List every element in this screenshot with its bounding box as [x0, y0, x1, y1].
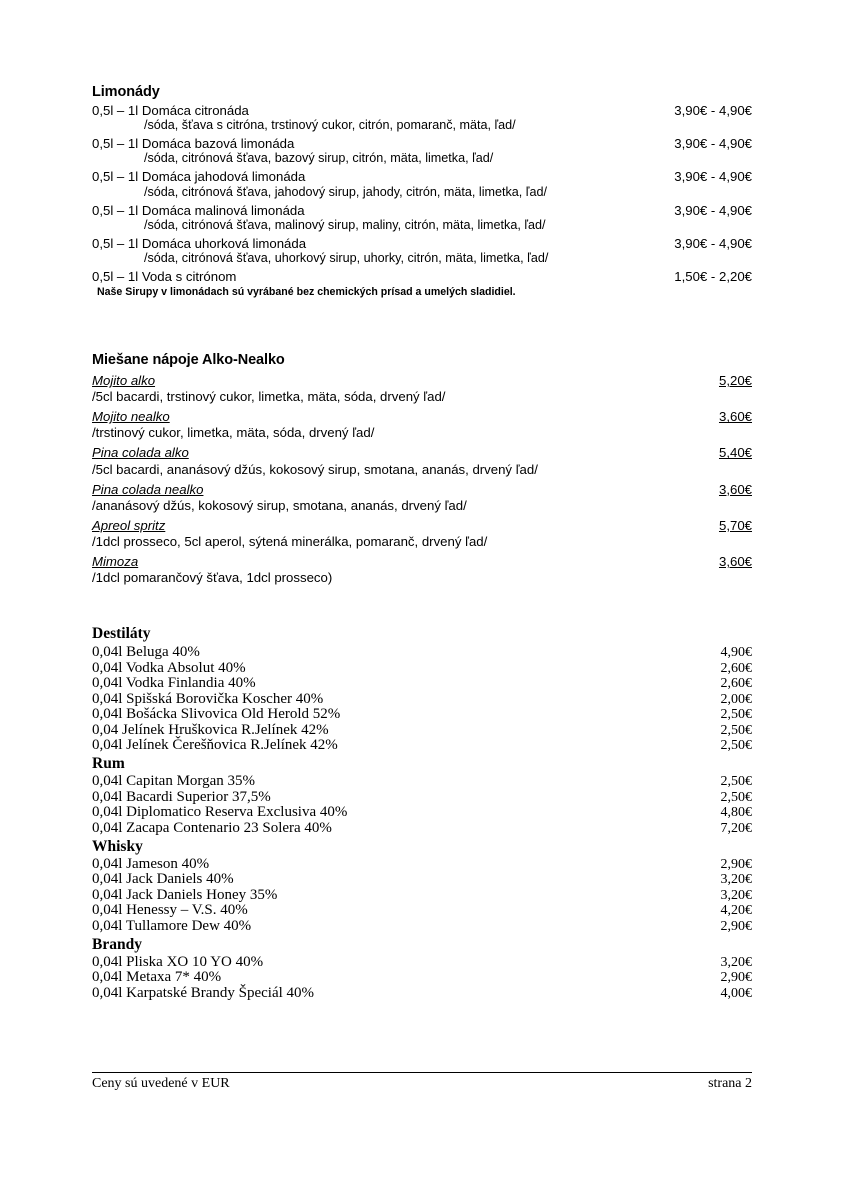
item-name: Mojito alko — [92, 373, 156, 388]
item-price: 4,80€ — [720, 805, 752, 820]
item-name: 0,5l – 1l Domáca citronáda — [92, 103, 249, 118]
item-name: 0,04l Henessy – V.S. 40% — [92, 902, 248, 918]
menu-row — [92, 104, 752, 117]
menu-row — [92, 805, 752, 820]
item-name: 0,5l – 1l Domáca bazová limonáda — [92, 136, 295, 152]
item-price: 2,90€ — [720, 856, 752, 872]
item-description: /sóda, šťava s citróna, trstinový cukor, citrón, pomaranč, mäta, ľad/ — [144, 118, 516, 133]
menu-row — [92, 872, 752, 887]
item-price: 3,90€ - 4,90€ — [674, 136, 752, 152]
item-price: 1,50€ - 2,20€ — [674, 269, 752, 285]
item-name: 0,04l Diplomatico Reserva Exclusiva 40% — [92, 804, 348, 820]
item-name: 0,04l Jack Daniels Honey 35% — [92, 886, 278, 903]
item-description: /sóda, citrónová šťava, malinový sirup, maliny, citrón, mäta, limetka, ľad/ — [144, 217, 546, 232]
item-name: Mojito nealko — [92, 409, 170, 425]
item-name: Pina colada alko — [92, 445, 189, 461]
item-name: 0,04 Jelínek Hruškovica R.Jelínek 42% — [92, 721, 329, 738]
menu-row — [92, 237, 752, 250]
item-price: 3,60€ — [718, 409, 752, 425]
item-name: Pina colada nealko — [92, 481, 204, 497]
item-name: 0,04l Bošácka Slivovica Old Herold 52% — [92, 706, 341, 722]
item-price: 2,00€ — [720, 691, 752, 707]
item-price: 3,60€ — [718, 481, 752, 497]
menu-row — [92, 986, 752, 1001]
group-brandy — [92, 936, 752, 1001]
item-description: /5cl bacardi, ananásový džús, kokosový sirup, smotana, ananás, drvený ľad/ — [92, 461, 538, 477]
menu-row — [92, 707, 752, 722]
menu-row — [92, 483, 752, 496]
item-name: 0,5l – 1l Domáca uhorková limonáda — [92, 235, 307, 251]
item-price: 2,90€ — [720, 970, 752, 985]
item-description: /ananásový džús, kokosový sirup, smotana, ananás, drvený ľad/ — [92, 497, 467, 513]
limonady-note: Naše Sirupy v limonádach sú vyrábané bez chemických prísad a umelých sladidiel. — [97, 286, 516, 299]
group-rum — [92, 755, 752, 836]
item-name: Apreol spritz — [92, 517, 166, 533]
menu-row — [92, 410, 752, 423]
item-name: 0,04l Zacapa Contenario 23 Solera 40% — [92, 819, 332, 836]
item-description: /5cl bacardi, trstinový cukor, limetka, mäta, sóda, drvený ľad/ — [92, 389, 446, 405]
menu-row — [92, 774, 752, 789]
menu-row — [92, 790, 752, 805]
item-price: 2,60€ — [720, 660, 752, 676]
item-price: 2,50€ — [720, 722, 752, 738]
menu-row — [92, 374, 752, 387]
group-title: Brandy — [92, 935, 142, 953]
item-price: 7,20€ — [720, 820, 752, 836]
currency-note: Ceny sú uvedené v EUR — [92, 1076, 230, 1091]
item-name: 0,04l Karpatské Brandy Špeciál 40% — [92, 984, 315, 1001]
item-price: 3,90€ - 4,90€ — [674, 103, 752, 118]
item-description: /sóda, citrónová šťava, bazový sirup, citrón, mäta, limetka, ľad/ — [144, 151, 494, 166]
menu-row — [92, 519, 752, 532]
item-description: /sóda, citrónová šťava, jahodový sirup, jahody, citrón, mäta, limetka, ľad/ — [144, 184, 547, 199]
item-price: 3,20€ — [720, 887, 752, 903]
item-name: 0,04l Capitan Morgan 35% — [92, 773, 256, 789]
item-description: /1dcl prosseco, 5cl aperol, sýtená minerálka, pomaranč, drvený ľad/ — [92, 534, 488, 550]
group-whisky — [92, 838, 752, 934]
page-footer — [92, 1072, 752, 1092]
item-price: 3,90€ - 4,90€ — [674, 202, 752, 218]
item-name: 0,04l Jameson 40% — [92, 855, 210, 872]
item-price: 4,90€ — [720, 645, 752, 660]
item-description: /trstinový cukor, limetka, mäta, sóda, drvený ľad/ — [92, 425, 375, 441]
menu-row — [92, 137, 752, 150]
item-price: 2,60€ — [720, 676, 752, 691]
item-name: 0,04l Beluga 40% — [92, 644, 200, 660]
item-price: 3,20€ — [720, 872, 752, 887]
item-price: 3,90€ - 4,90€ — [674, 235, 752, 251]
item-name: 0,04l Jelínek Čerešňovica R.Jelínek 42% — [92, 737, 338, 753]
item-name: 0,5l – 1l Domáca jahodová limonáda — [92, 169, 306, 185]
group-title: Rum — [92, 755, 125, 772]
item-price: 5,70€ — [718, 517, 752, 533]
footer-divider — [92, 1072, 752, 1073]
item-price: 2,50€ — [720, 707, 752, 722]
item-name: 0,04l Metaxa 7* 40% — [92, 969, 222, 985]
menu-row — [92, 692, 752, 707]
item-name: Mimoza — [92, 554, 139, 570]
item-price: 2,50€ — [720, 738, 752, 753]
menu-row — [92, 888, 752, 903]
section-title-destilaty: Destiláty — [92, 625, 151, 642]
section-title-miesane: Miešane nápoje Alko-Nealko — [92, 352, 285, 368]
item-name: 0,04l Jack Daniels 40% — [92, 871, 234, 887]
menu-row — [92, 970, 752, 985]
item-price: 3,90€ - 4,90€ — [674, 169, 752, 185]
page-number: strana 2 — [708, 1076, 752, 1091]
menu-row — [92, 446, 752, 459]
item-name: 0,04l Spišská Borovička Koscher 40% — [92, 690, 324, 707]
menu-row — [92, 555, 752, 568]
item-name: 0,04l Vodka Finlandia 40% — [92, 675, 256, 691]
menu-row — [92, 857, 752, 872]
menu-row — [92, 204, 752, 217]
item-name: 0,5l – 1l Voda s citrónom — [92, 269, 237, 285]
item-description: /1dcl pomarančový šťava, 1dcl prosseco) — [92, 570, 333, 586]
item-price: 3,60€ — [718, 554, 752, 570]
group-title: Whisky — [92, 837, 143, 855]
item-price: 5,20€ — [718, 373, 752, 388]
menu-page — [92, 0, 752, 1200]
menu-row — [92, 955, 752, 970]
section-destilaty — [92, 625, 752, 1003]
menu-row — [92, 738, 752, 753]
section-limonady — [92, 84, 752, 298]
item-name: 0,04l Pliska XO 10 YO 40% — [92, 953, 264, 970]
section-miesane-napoje — [92, 352, 752, 591]
item-name: 0,5l – 1l Domáca malinová limonáda — [92, 202, 305, 218]
menu-row — [92, 919, 752, 934]
menu-row — [92, 645, 752, 660]
item-price: 2,50€ — [720, 789, 752, 805]
item-name: 0,04l Bacardi Superior 37,5% — [92, 788, 271, 805]
menu-row — [92, 676, 752, 691]
item-price: 2,90€ — [720, 918, 752, 934]
section-title-limonady: Limonády — [92, 84, 160, 100]
item-price: 3,20€ — [720, 954, 752, 970]
item-price: 2,50€ — [720, 774, 752, 789]
menu-row — [92, 903, 752, 918]
menu-row — [92, 170, 752, 183]
item-price: 4,00€ — [720, 985, 752, 1001]
item-name: 0,04l Vodka Absolut 40% — [92, 659, 246, 676]
menu-row — [92, 723, 752, 738]
menu-row — [92, 270, 752, 283]
item-price: 4,20€ — [720, 903, 752, 918]
item-description: /sóda, citrónová šťava, uhorkový sirup, uhorky, citrón, mäta, limetka, ľad/ — [144, 251, 549, 266]
item-name: 0,04l Tullamore Dew 40% — [92, 917, 252, 934]
menu-row — [92, 821, 752, 836]
item-price: 5,40€ — [718, 445, 752, 461]
menu-row — [92, 661, 752, 676]
